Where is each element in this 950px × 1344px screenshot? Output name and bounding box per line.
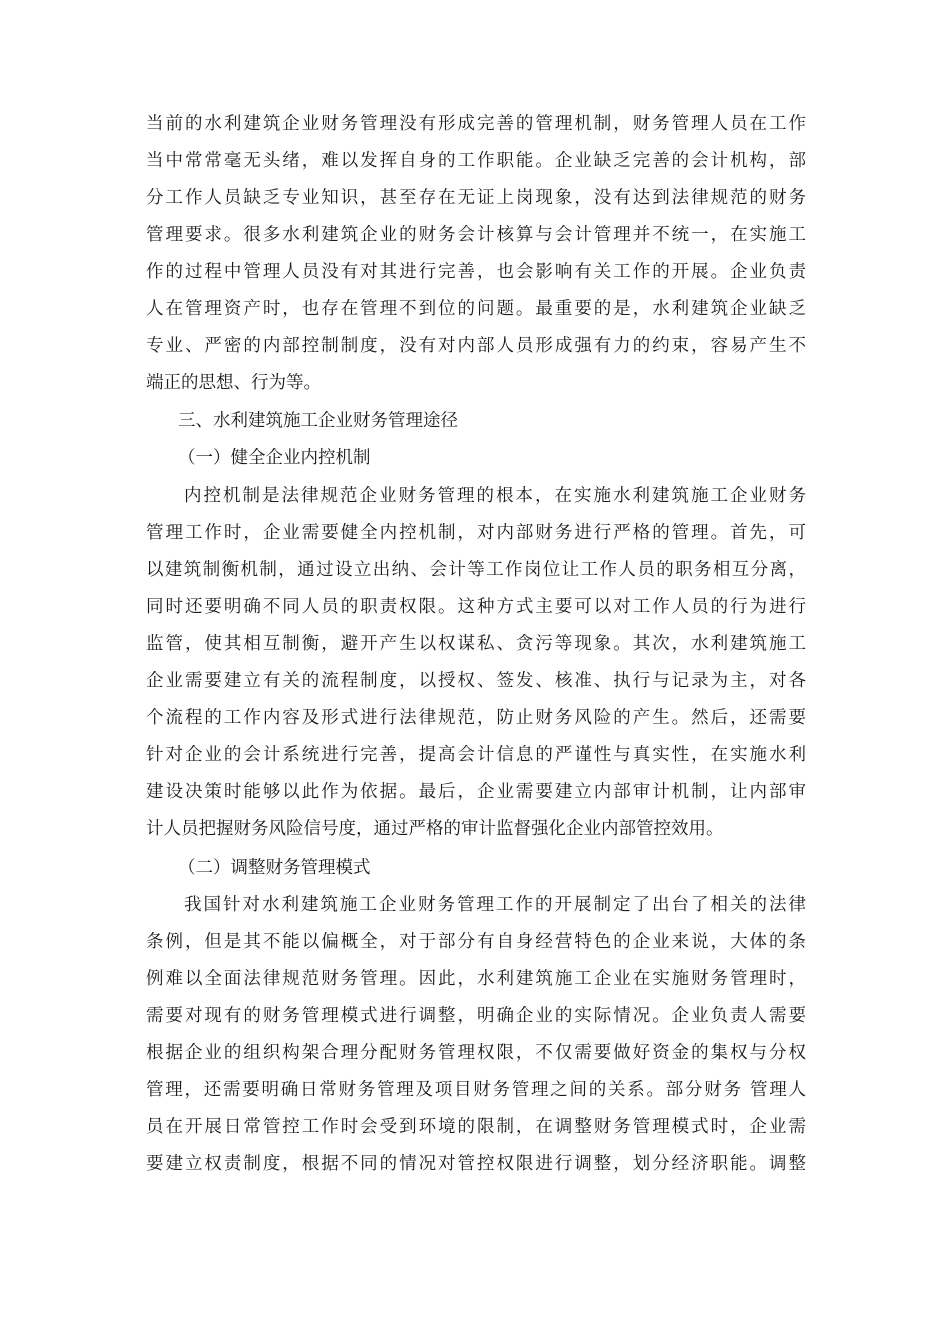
text-line: 专业、严密的内部控制制度，没有对内部人员形成强有力的约束，容易产生不 xyxy=(146,336,806,356)
text-line: （一）健全企业内控机制 xyxy=(178,448,371,468)
text-line: 需要对现有的财务管理模式进行调整，明确企业的实际情况。企业负责人需要 xyxy=(146,1006,806,1026)
text-line: 要建立权责制度，根据不同的情况对管控权限进行调整，划分经济职能。调整 xyxy=(146,1154,806,1174)
text-line: 管理工作时，企业需要健全内控机制，对内部财务进行严格的管理。首先，可 xyxy=(146,523,806,543)
text-line: 当前的水利建筑企业财务管理没有形成完善的管理机制，财务管理人员在工作 xyxy=(146,114,806,134)
text-line: 员在开展日常管控工作时会受到环境的限制，在调整财务管理模式时，企业需 xyxy=(146,1117,806,1137)
text-line: 管理要求。很多水利建筑企业的财务会计核算与会计管理并不统一，在实施工 xyxy=(146,225,806,245)
text-line: 管理，还需要明确日常财务管理及项目财务管理之间的关系。部分财务 管理人 xyxy=(146,1080,806,1100)
text-line: （二）调整财务管理模式 xyxy=(178,858,371,878)
text-line: 建设决策时能够以此作为依据。最后，企业需要建立内部审计机制，让内部审 xyxy=(146,782,806,802)
text-line: 人在管理资产时，也存在管理不到位的问题。最重要的是，水利建筑企业缺乏 xyxy=(146,299,806,319)
text-line: 我国针对水利建筑施工企业财务管理工作的开展制定了出台了相关的法律 xyxy=(184,895,806,915)
text-line: 当中常常毫无头绪，难以发挥自身的工作职能。企业缺乏完善的会计机构，部 xyxy=(146,151,806,171)
text-line: 内控机制是法律规范企业财务管理的根本，在实施水利建筑施工企业财务 xyxy=(184,486,806,506)
text-line: 监管，使其相互制衡，避开产生以权谋私、贪污等现象。其次，水利建筑施工 xyxy=(146,634,806,654)
text-line: 个流程的工作内容及形式进行法律规范，防止财务风险的产生。然后，还需要 xyxy=(146,708,806,728)
text-line: 同时还要明确不同人员的职责权限。这种方式主要可以对工作人员的行为进行 xyxy=(146,597,806,617)
text-line: 企业需要建立有关的流程制度，以授权、签发、核准、执行与记录为主，对各 xyxy=(146,671,806,691)
text-line: 端正的思想、行为等。 xyxy=(146,373,321,393)
text-line: 分工作人员缺乏专业知识，甚至存在无证上岗现象，没有达到法律规范的财务 xyxy=(146,188,806,208)
text-line: 针对企业的会计系统进行完善，提高会计信息的严谨性与真实性，在实施水利 xyxy=(146,745,806,765)
text-line: 作的过程中管理人员没有对其进行完善，也会影响有关工作的开展。企业负责 xyxy=(146,262,806,282)
text-line: 计人员把握财务风险信号度，通过严格的审计监督强化企业内部管控效用。 xyxy=(146,819,724,839)
text-line: 例难以全面法律规范财务管理。因此，水利建筑施工企业在实施财务管理时， xyxy=(146,969,806,989)
text-line: 条例，但是其不能以偏概全，对于部分有自身经营特色的企业来说，大体的条 xyxy=(146,932,806,952)
text-line: 以建筑制衡机制，通过设立出纳、会计等工作岗位让工作人员的职务相互分离， xyxy=(146,560,806,580)
text-line: 三、水利建筑施工企业财务管理途径 xyxy=(178,411,458,431)
text-line: 根据企业的组织构架合理分配财务管理权限，不仅需要做好资金的集权与分权 xyxy=(146,1043,806,1063)
